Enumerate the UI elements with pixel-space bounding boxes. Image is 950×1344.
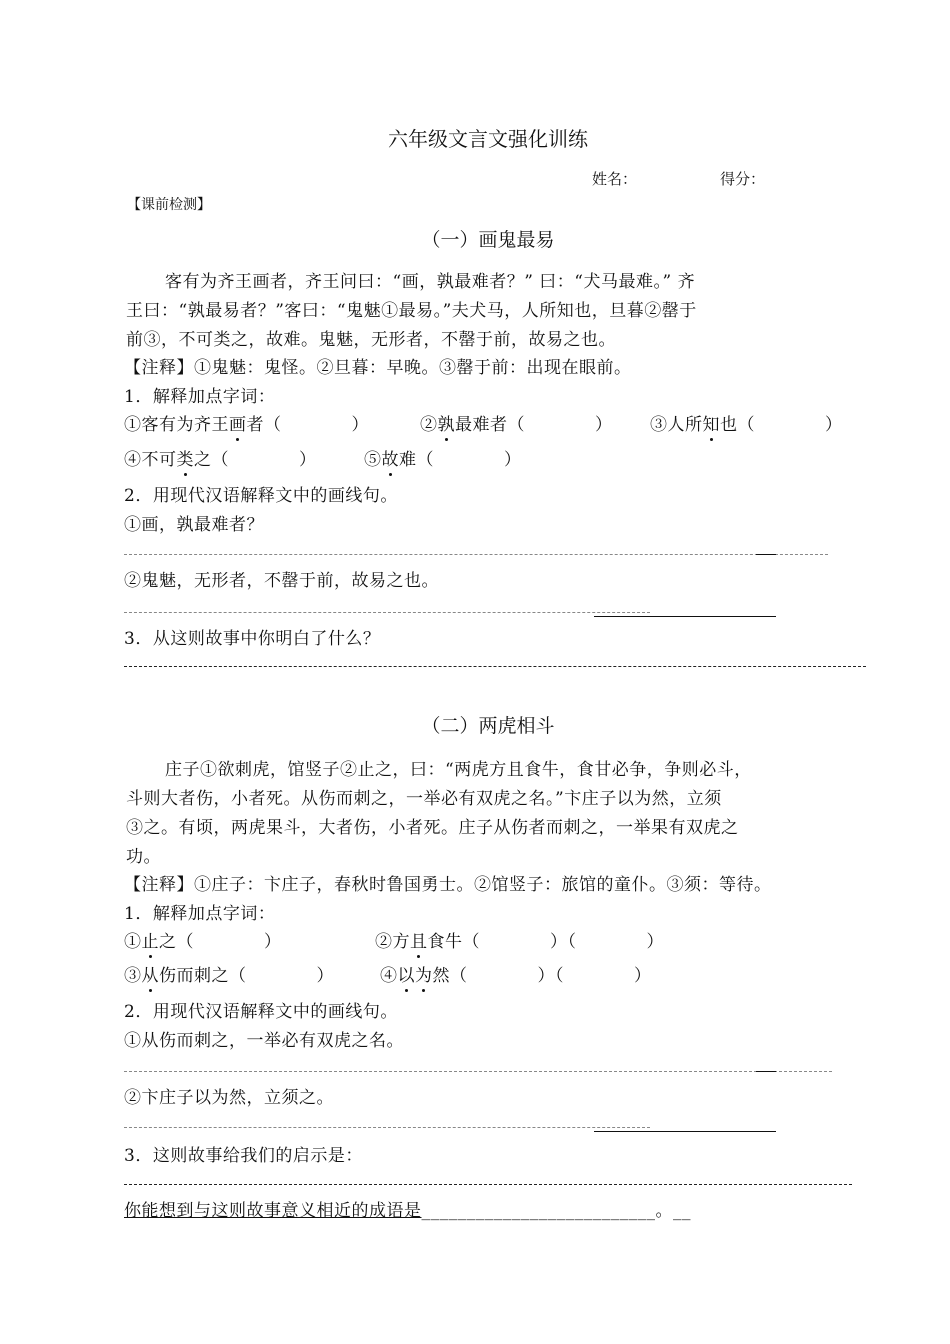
story2-line-1: 庄子①欲刺虎，馆竖子②止之，曰：“两虎方且食牛，食甘必争，争则必斗， <box>165 760 752 780</box>
idiom-blank[interactable]: __________________________ <box>421 1201 656 1221</box>
story2-q2-a: ①从伤而刺之，一举必有双虎之名。 <box>124 1031 404 1051</box>
answer-line-4[interactable] <box>124 1071 832 1072</box>
score-label: 得分： <box>720 170 766 188</box>
story2-q1: 1．解释加点字词： <box>124 904 276 924</box>
answer-line-2[interactable] <box>124 612 650 613</box>
story1-note: 【注释】①鬼魅：鬼怪。②旦暮：早晚。③罄于前：出现在眼前。 <box>124 358 632 378</box>
story2-q3: 3．这则故事给我们的启示是： <box>124 1146 363 1166</box>
story2-line-2: 斗则大者伤，小者死。从伤而刺之，一举必有双虎之名。”卞庄子以为然，立须 <box>126 789 722 809</box>
story1-q2-b: ②鬼魅，无形者，不罄于前，故易之也。 <box>124 571 439 591</box>
section-tag: 【课前检测】 <box>127 197 211 213</box>
answer-line-3[interactable] <box>124 666 866 667</box>
story1-q3: 3．从这则故事中你明白了什么？ <box>124 629 381 649</box>
story2-note: 【注释】①庄子：卞庄子，春秋时鲁国勇士。②馆竖子：旅馆的童仆。③须：等待。 <box>124 875 772 895</box>
story2-heading: （二）两虎相斗 <box>421 715 555 737</box>
story1-line-1: 客有为齐王画者，齐王问曰：“画，孰最难者？” 曰：“犬马最难。” 齐 <box>165 272 696 292</box>
story1-heading: （一）画鬼最易 <box>421 229 555 251</box>
story1-q1: 1．解释加点字词： <box>124 387 276 407</box>
story2-line-3: ③之。有顷，两虎果斗，大者伤，小者死。庄子从伤者而刺之，一举果有双虎之 <box>126 818 739 838</box>
answer-line-5[interactable] <box>124 1127 650 1128</box>
answer-line-1[interactable] <box>124 554 828 555</box>
story2-line-4: 功。 <box>126 847 161 867</box>
story1-q1-item-5: ⑤故难（ ） <box>364 450 522 470</box>
story1-q1-item-1: ①客有为齐王画者（ ） <box>124 415 369 435</box>
story2-q2: 2．用现代汉语解释文中的画线句。 <box>124 1002 398 1022</box>
story1-q2-a: ①画，孰最难者？ <box>124 515 264 535</box>
story2-q2-b: ②卞庄子以为然，立须之。 <box>124 1088 334 1108</box>
story2-q1-item-2: ②方且食牛（ ）（ ） <box>375 932 664 952</box>
idiom-question: 你能想到与这则故事意义相近的成语是__________________________。__ <box>124 1201 691 1221</box>
answer-line-2-solid <box>594 616 776 617</box>
story1-q2: 2．用现代汉语解释文中的画线句。 <box>124 486 398 506</box>
answer-line-1-mark <box>756 554 776 555</box>
answer-line-4-mark <box>756 1071 776 1072</box>
story2-q1-item-1: ①止之（ ） <box>124 932 282 952</box>
story2-q1-item-4: ④以为然（ ）（ ） <box>380 966 652 986</box>
story1-q1-item-3: ③人所知也（ ） <box>650 415 843 435</box>
story1-line-3: 前③，不可类之，故难。鬼魅，无形者，不罄于前，故易之也。 <box>126 330 616 350</box>
story1-q1-item-4: ④不可类之（ ） <box>124 450 317 470</box>
name-label: 姓名： <box>592 170 638 188</box>
answer-line-6[interactable] <box>124 1184 852 1185</box>
story1-line-2: 王曰：“孰最易者？”客曰：“鬼魅①最易。”夫犬马，人所知也，旦暮②罄于 <box>126 301 697 321</box>
story1-q1-item-2: ②孰最难者（ ） <box>420 415 613 435</box>
answer-line-5-solid <box>594 1131 776 1132</box>
story2-q1-item-3: ③从伤而刺之（ ） <box>124 966 334 986</box>
page-title: 六年级文言文强化训练 <box>388 127 588 151</box>
